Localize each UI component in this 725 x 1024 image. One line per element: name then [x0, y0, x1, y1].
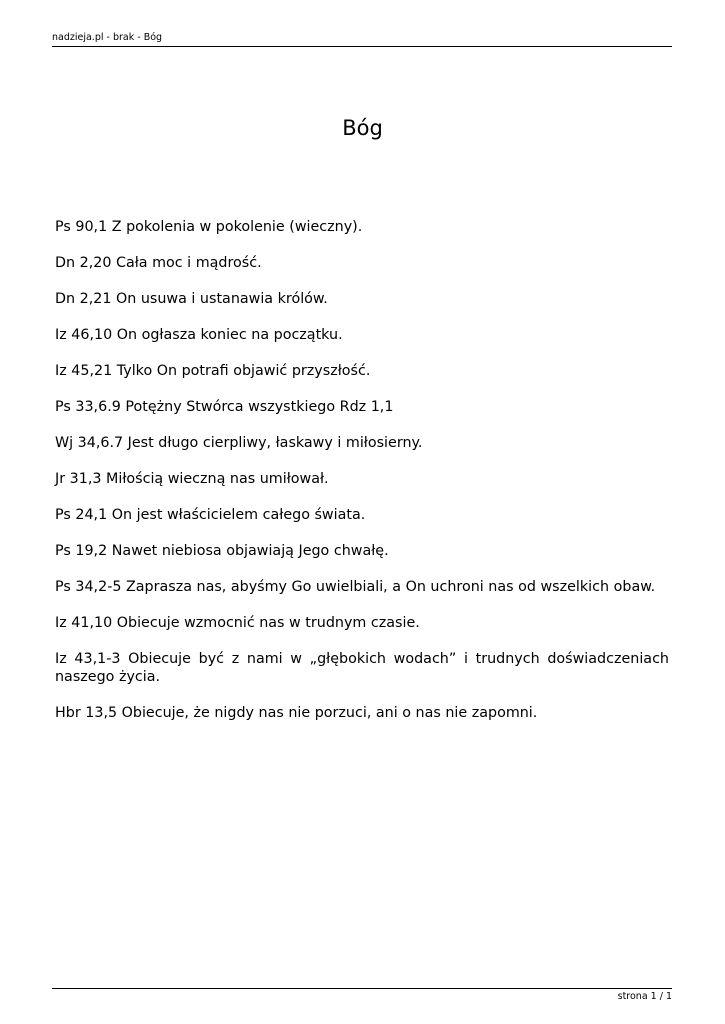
page-footer	[52, 990, 672, 1004]
page-number: strona 1 / 1	[617, 991, 672, 1002]
verse-item: Iz 46,10 On ogłasza koniec na początku.	[55, 327, 343, 343]
verse-item: Ps 90,1 Z pokolenia w pokolenie (wieczny).	[55, 219, 363, 235]
verse-item: Iz 43,1-3 Obiecuje być z nami w „głębokich wodach” i trudnych doświadczeniach naszego życia.	[55, 651, 669, 685]
verse-item: Iz 45,21 Tylko On potrafi objawić przyszłość.	[55, 363, 371, 379]
page-header	[52, 31, 672, 47]
verse-item: Ps 24,1 On jest właścicielem całego świata.	[55, 507, 366, 523]
page-title: Bóg	[342, 116, 383, 140]
header-text: nadzieja.pl - brak - Bóg	[52, 32, 163, 43]
verse-item: Ps 19,2 Nawet niebiosa objawiają Jego chwałę.	[55, 543, 389, 559]
verse-item: Dn 2,20 Cała moc i mądrość.	[55, 255, 262, 271]
verse-item: Dn 2,21 On usuwa i ustanawia królów.	[55, 291, 328, 307]
verse-list	[55, 218, 669, 740]
verse-item: Iz 41,10 Obiecuje wzmocnić nas w trudnym czasie.	[55, 615, 420, 631]
footer-divider	[52, 988, 672, 989]
verse-item: Wj 34,6.7 Jest długo cierpliwy, łaskawy i miłosierny.	[55, 435, 423, 451]
verse-item: Hbr 13,5 Obiecuje, że nigdy nas nie porzuci, ani o nas nie zapomni.	[55, 705, 538, 721]
verse-item: Ps 33,6.9 Potężny Stwórca wszystkiego Rdz 1,1	[55, 399, 394, 415]
verse-item: Ps 34,2-5 Zaprasza nas, abyśmy Go uwielbiali, a On uchroni nas od wszelkich obaw.	[55, 579, 656, 595]
verse-item: Jr 31,3 Miłością wieczną nas umiłował.	[55, 471, 329, 487]
